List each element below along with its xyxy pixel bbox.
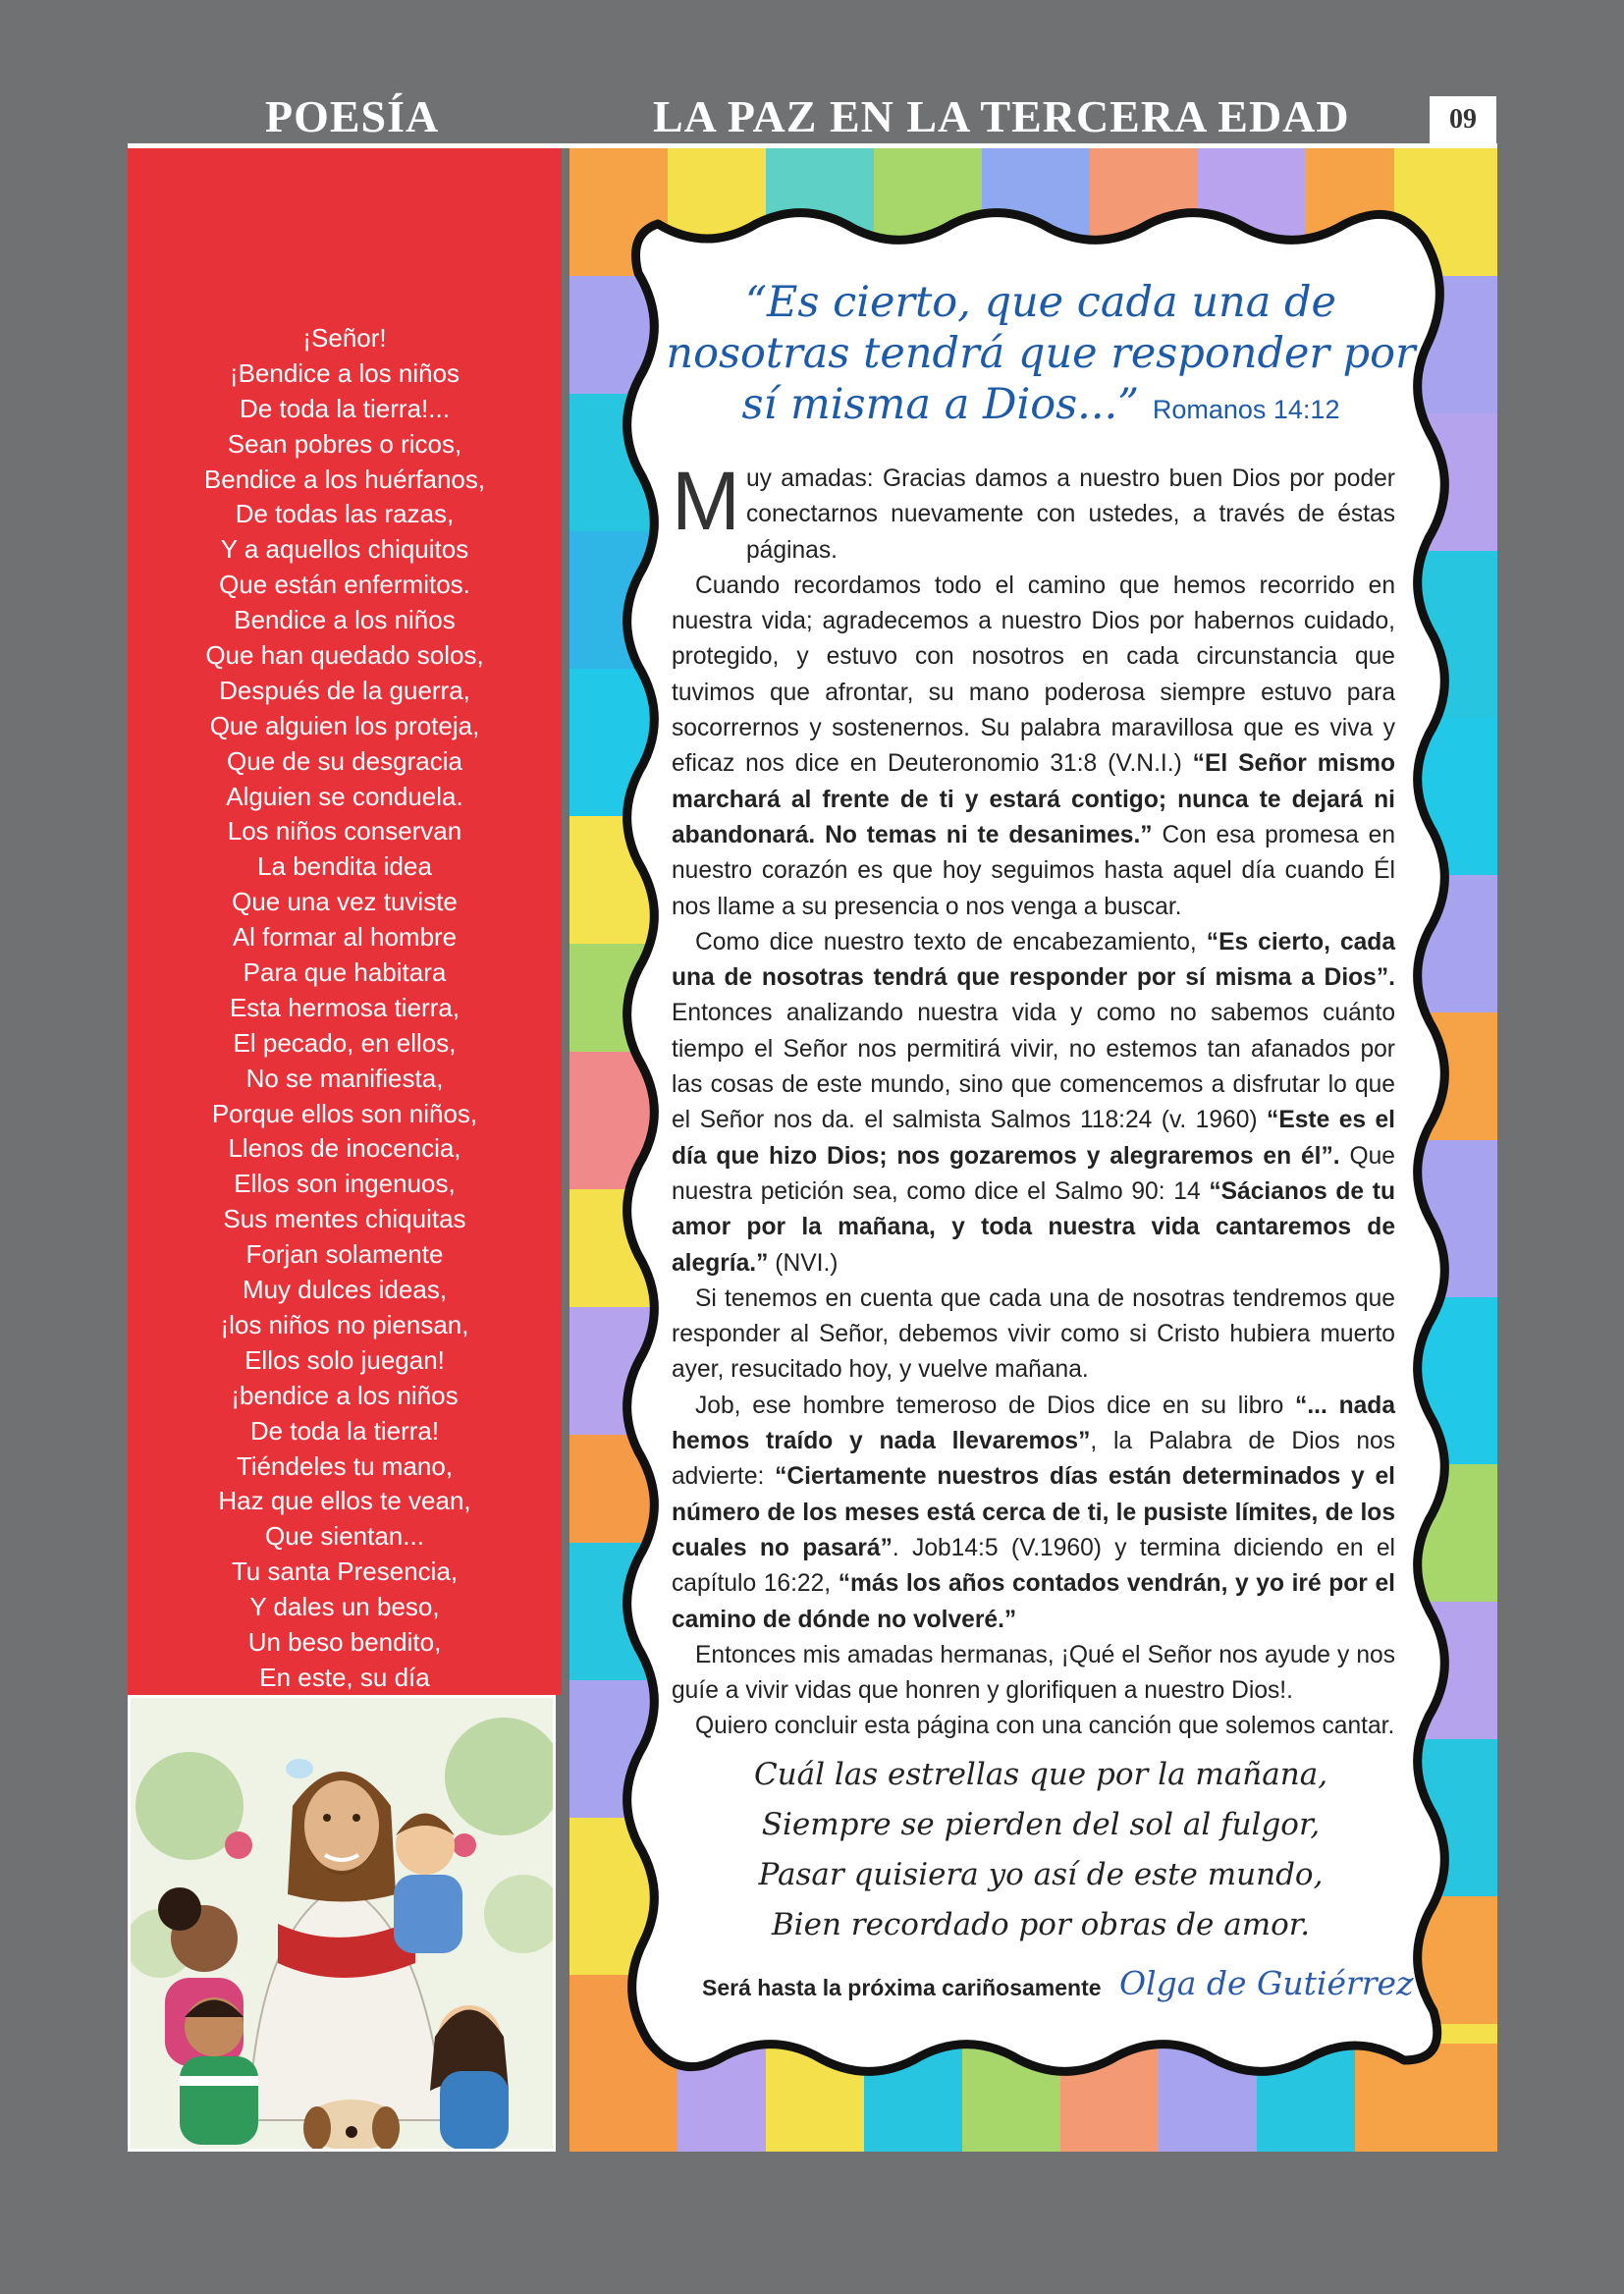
poem-line: ¡bendice a los niños (231, 1380, 459, 1410)
drop-cap: M (672, 455, 740, 547)
poem-line: En este, su día (259, 1662, 430, 1692)
poem-line: Que una vez tuviste (232, 887, 458, 917)
poem-line: Alguien se conduela. (226, 781, 463, 811)
closing-line: Será hasta la próxima cariñosamente (702, 1975, 1102, 2000)
paragraph-4: Si tenemos en cuenta que cada una de nosotras tendremos que responder al Señor, debemos vivir como si Cristo hubiera muerto ayer, resucitado hoy, y vuelve mañana. (672, 1284, 1395, 1384)
poem-line: Que de su desgracia (227, 745, 462, 776)
poem-line: Muy dulces ideas, (242, 1275, 448, 1305)
poem-line: Sus mentes chiquitas (223, 1204, 466, 1234)
poem-panel (128, 148, 562, 1695)
poem-line: Bendice a los niños (234, 605, 456, 635)
paragraph-3: Como dice nuestro texto de encabezamiento, “Es cierto, cada una de nosotras tendrá que responder por sí misma a Dios”. Entonces analizando nuestra vida y como no sabemos cuánto tiempo el Señor nos permitirá vivir, no estemos tan afanados por las cosas de este mundo, sino que comencemos a disfrutar lo que el Señor nos da. el salmista Salmos 118:24 (v. 1960) “Este es el día que hizo Dios; nos gozaremos y alegraremos en él”. Que nuestra petición sea, como dice el Salmo 90: 14 “Sácianos de tu amor por la mañana, y toda nuestra vida cantaremos de alegría.” (NVI.) (672, 928, 1396, 1277)
poem-line: Y a aquellos chiquitos (220, 534, 469, 565)
section-title: POESÍA (265, 91, 440, 141)
song-line: Cuál las estrellas que por la mañana, (753, 1757, 1328, 1792)
poem-line: Sean pobres o ricos, (227, 428, 462, 459)
poem-line: Que sientan... (265, 1521, 424, 1552)
poem-line: Y dales un beso, (249, 1592, 440, 1622)
poem-line: Porque ellos son niños, (211, 1098, 478, 1128)
poem-line: Que han quedado solos, (205, 640, 484, 671)
poem-line: Para que habitara (243, 957, 447, 988)
poem-line: ¡los niños no piensan, (220, 1309, 469, 1339)
poem-line: De toda la tierra! (249, 1415, 440, 1446)
poem-line: Forjan solamente (245, 1239, 444, 1270)
song-line: Pasar quisiera yo así de este mundo, (758, 1857, 1324, 1892)
poem-line: Que alguien los proteja, (209, 710, 480, 740)
article-body (672, 455, 1396, 1745)
poem-line: Tu santa Presencia, (231, 1557, 459, 1587)
paragraph-5: Job, ese hombre temeroso de Dios dice en su libro “... nada hemos traído y nada llevaremos”, la Palabra de Dios nos advierte: “Ciertamente nuestros días están determinados y el número de los meses está cerca de ti, le pusiste límites, de los cuales no pasará”. Job14:5 (V.1960) y termina diciendo en el capítulo 16:22, “más los años contados vendrán, y yo iré por el camino de dónde no volveré.” (672, 1392, 1396, 1633)
paragraph-2: Cuando recordamos todo el camino que hemos recorrido en nuestra vida; agradecemos a nuestro Dios por habernos cuidado, protegido, y estuvo con nosotros en cada circunstancia que tuvimos que afrontar, su mano poderosa siempre estuvo para socorrernos y sostenernos. Su palabra maravillosa que es viva y eficaz nos dice en Deuteronomio 31:8 (V.N.I.) “El Señor mismo marchará al frente de ti y estará contigo; nunca te dejará ni abandonará. No temas ni te desanimes.” Con esa promesa en nuestro corazón es que hoy seguimos hasta aquel día cuando Él nos llame a su presencia o nos venga a buscar. (672, 572, 1396, 920)
poem-line: Los niños conservan (227, 816, 462, 847)
quote-text: “Es cierto, que cada una de nosotras tendrá que responder por sí misma a Dios...” (666, 278, 1416, 429)
poem-line: Al formar al hombre (232, 922, 458, 953)
paragraph-1: Muy amadas: Gracias damos a nuestro buen Dios por poder conectarnos nuevamente con ustedes, a través de éstas páginas. (672, 455, 1395, 564)
poem-line: De todas las razas, (235, 499, 455, 529)
song-lyrics (648, 1750, 1434, 1950)
quote-reference: Romanos 14:12 (1152, 395, 1340, 424)
poem-line: Esta hermosa tierra, (229, 992, 460, 1022)
song-line: Bien recordado por obras de amor. (771, 1907, 1311, 1942)
poem-text (128, 321, 562, 1731)
poem-line: Ellos son ingenuos, (234, 1169, 456, 1199)
poem-line: Que están enfermitos. (219, 570, 470, 600)
poem-line: La bendita idea (257, 851, 432, 882)
poem-line: Un beso bendito, (247, 1626, 442, 1657)
poem-line: ¡Señor! (302, 323, 387, 353)
poem-line: De toda la tierra!... (240, 393, 450, 423)
page-number: 09 (1430, 96, 1496, 143)
poem-line: ¡Bendice a los niños (229, 357, 460, 388)
illustration-art (131, 1698, 556, 2152)
song-line: Siempre se pierden del sol al fulgor, (761, 1807, 1321, 1842)
poem-line: Ellos solo juegan! (244, 1344, 445, 1375)
poem-line: No se manifiesta, (245, 1063, 444, 1093)
poem-line: El pecado, en ellos, (233, 1027, 457, 1058)
poem-line: Llenos de inocencia, (228, 1133, 461, 1164)
poem-line: Tiéndeles tu mano, (236, 1450, 454, 1481)
poem-line: Bendice a los huérfanos, (203, 464, 486, 494)
page-title: LA PAZ EN LA TERCERA EDAD (653, 91, 1350, 141)
poem-line: Haz que ellos te vean, (218, 1486, 471, 1516)
paragraph-6: Entonces mis amadas hermanas, ¡Qué el Señor nos ayude y nos guíe a vivir vidas que honren y glorifiquen a nuestro Dios!. (672, 1641, 1395, 1705)
paragraph-7: Quiero concluir esta página con una canción que solemos cantar. (695, 1713, 1395, 1740)
header-quote (648, 277, 1434, 435)
jesus-with-children-illustration (128, 1695, 556, 2152)
poem-line: Después de la guerra, (219, 675, 470, 705)
author-signature: Olga de Gutiérrez (1119, 1964, 1414, 2002)
